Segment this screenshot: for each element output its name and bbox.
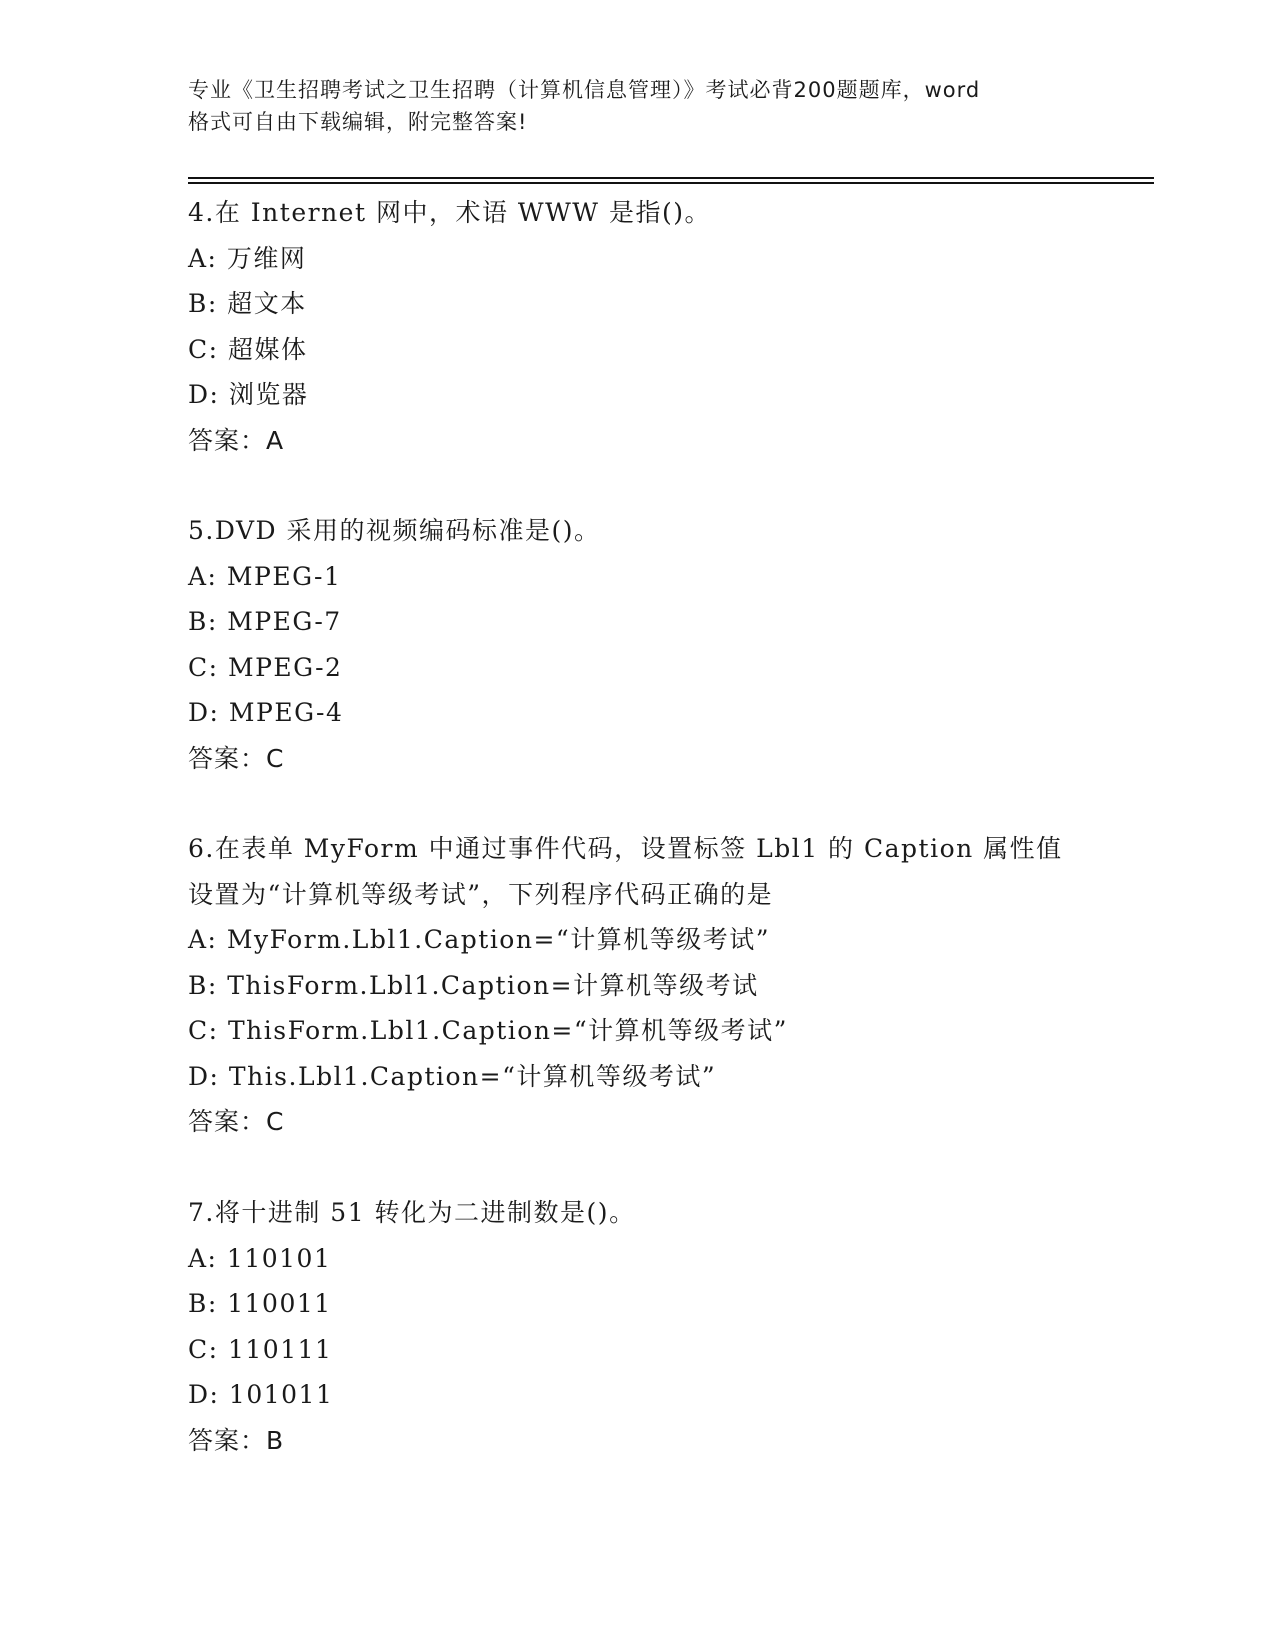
answer-text: 答案：C <box>188 743 285 773</box>
option-b: B: MPEG-7 <box>188 607 342 636</box>
option-d: D: This.Lbl1.Caption=“计算机等级考试” <box>188 1061 717 1091</box>
question-text-line-1: 6.在表单 MyForm 中通过事件代码，设置标签 Lbl1 的 Caption 属性值 <box>188 834 1063 863</box>
option-b: B: ThisForm.Lbl1.Caption=计算机等级考试 <box>188 970 759 1000</box>
option-d: D: 浏览器 <box>188 380 309 409</box>
option-c: C: 110111 <box>188 1334 333 1364</box>
question-block-5 <box>188 508 1088 781</box>
question-text: 4.在 Internet 网中，术语 WWW 是指()。 <box>188 198 711 227</box>
option-a: A: MPEG-1 <box>188 561 342 591</box>
answer-text: 答案：A <box>188 425 285 455</box>
question-text: 5.DVD 采用的视频编码标准是()。 <box>188 516 601 545</box>
header-divider-top <box>188 177 1154 179</box>
option-d: D: MPEG-4 <box>188 698 344 727</box>
option-a: A: MyForm.Lbl1.Caption=“计算机等级考试” <box>188 925 770 954</box>
option-c: C: ThisForm.Lbl1.Caption=“计算机等级考试” <box>188 1016 788 1045</box>
question-block-6 <box>188 826 1088 1144</box>
question-text: 7.将十进制 51 转化为二进制数是()。 <box>188 1198 636 1227</box>
option-b: B: 110011 <box>188 1289 332 1318</box>
question-block-7 <box>188 1190 1088 1463</box>
header-divider-bottom <box>188 182 1154 184</box>
document-header <box>188 74 1088 138</box>
header-line-1: 专业《卫生招聘考试之卫生招聘（计算机信息管理）》考试必背200题题库，word <box>188 78 981 102</box>
question-text-line-2: 设置为“计算机等级考试”，下列程序代码正确的是 <box>188 879 774 909</box>
answer-text: 答案：C <box>188 1107 285 1136</box>
option-b: B: 超文本 <box>188 289 307 318</box>
option-a: A: 110101 <box>188 1243 332 1273</box>
option-c: C: 超媒体 <box>188 334 308 364</box>
question-block-4 <box>188 190 1088 463</box>
header-line-2: 格式可自由下载编辑，附完整答案! <box>188 110 528 134</box>
option-c: C: MPEG-2 <box>188 652 343 682</box>
option-d: D: 101011 <box>188 1380 334 1409</box>
answer-text: 答案：B <box>188 1425 285 1455</box>
option-a: A: 万维网 <box>188 243 307 273</box>
